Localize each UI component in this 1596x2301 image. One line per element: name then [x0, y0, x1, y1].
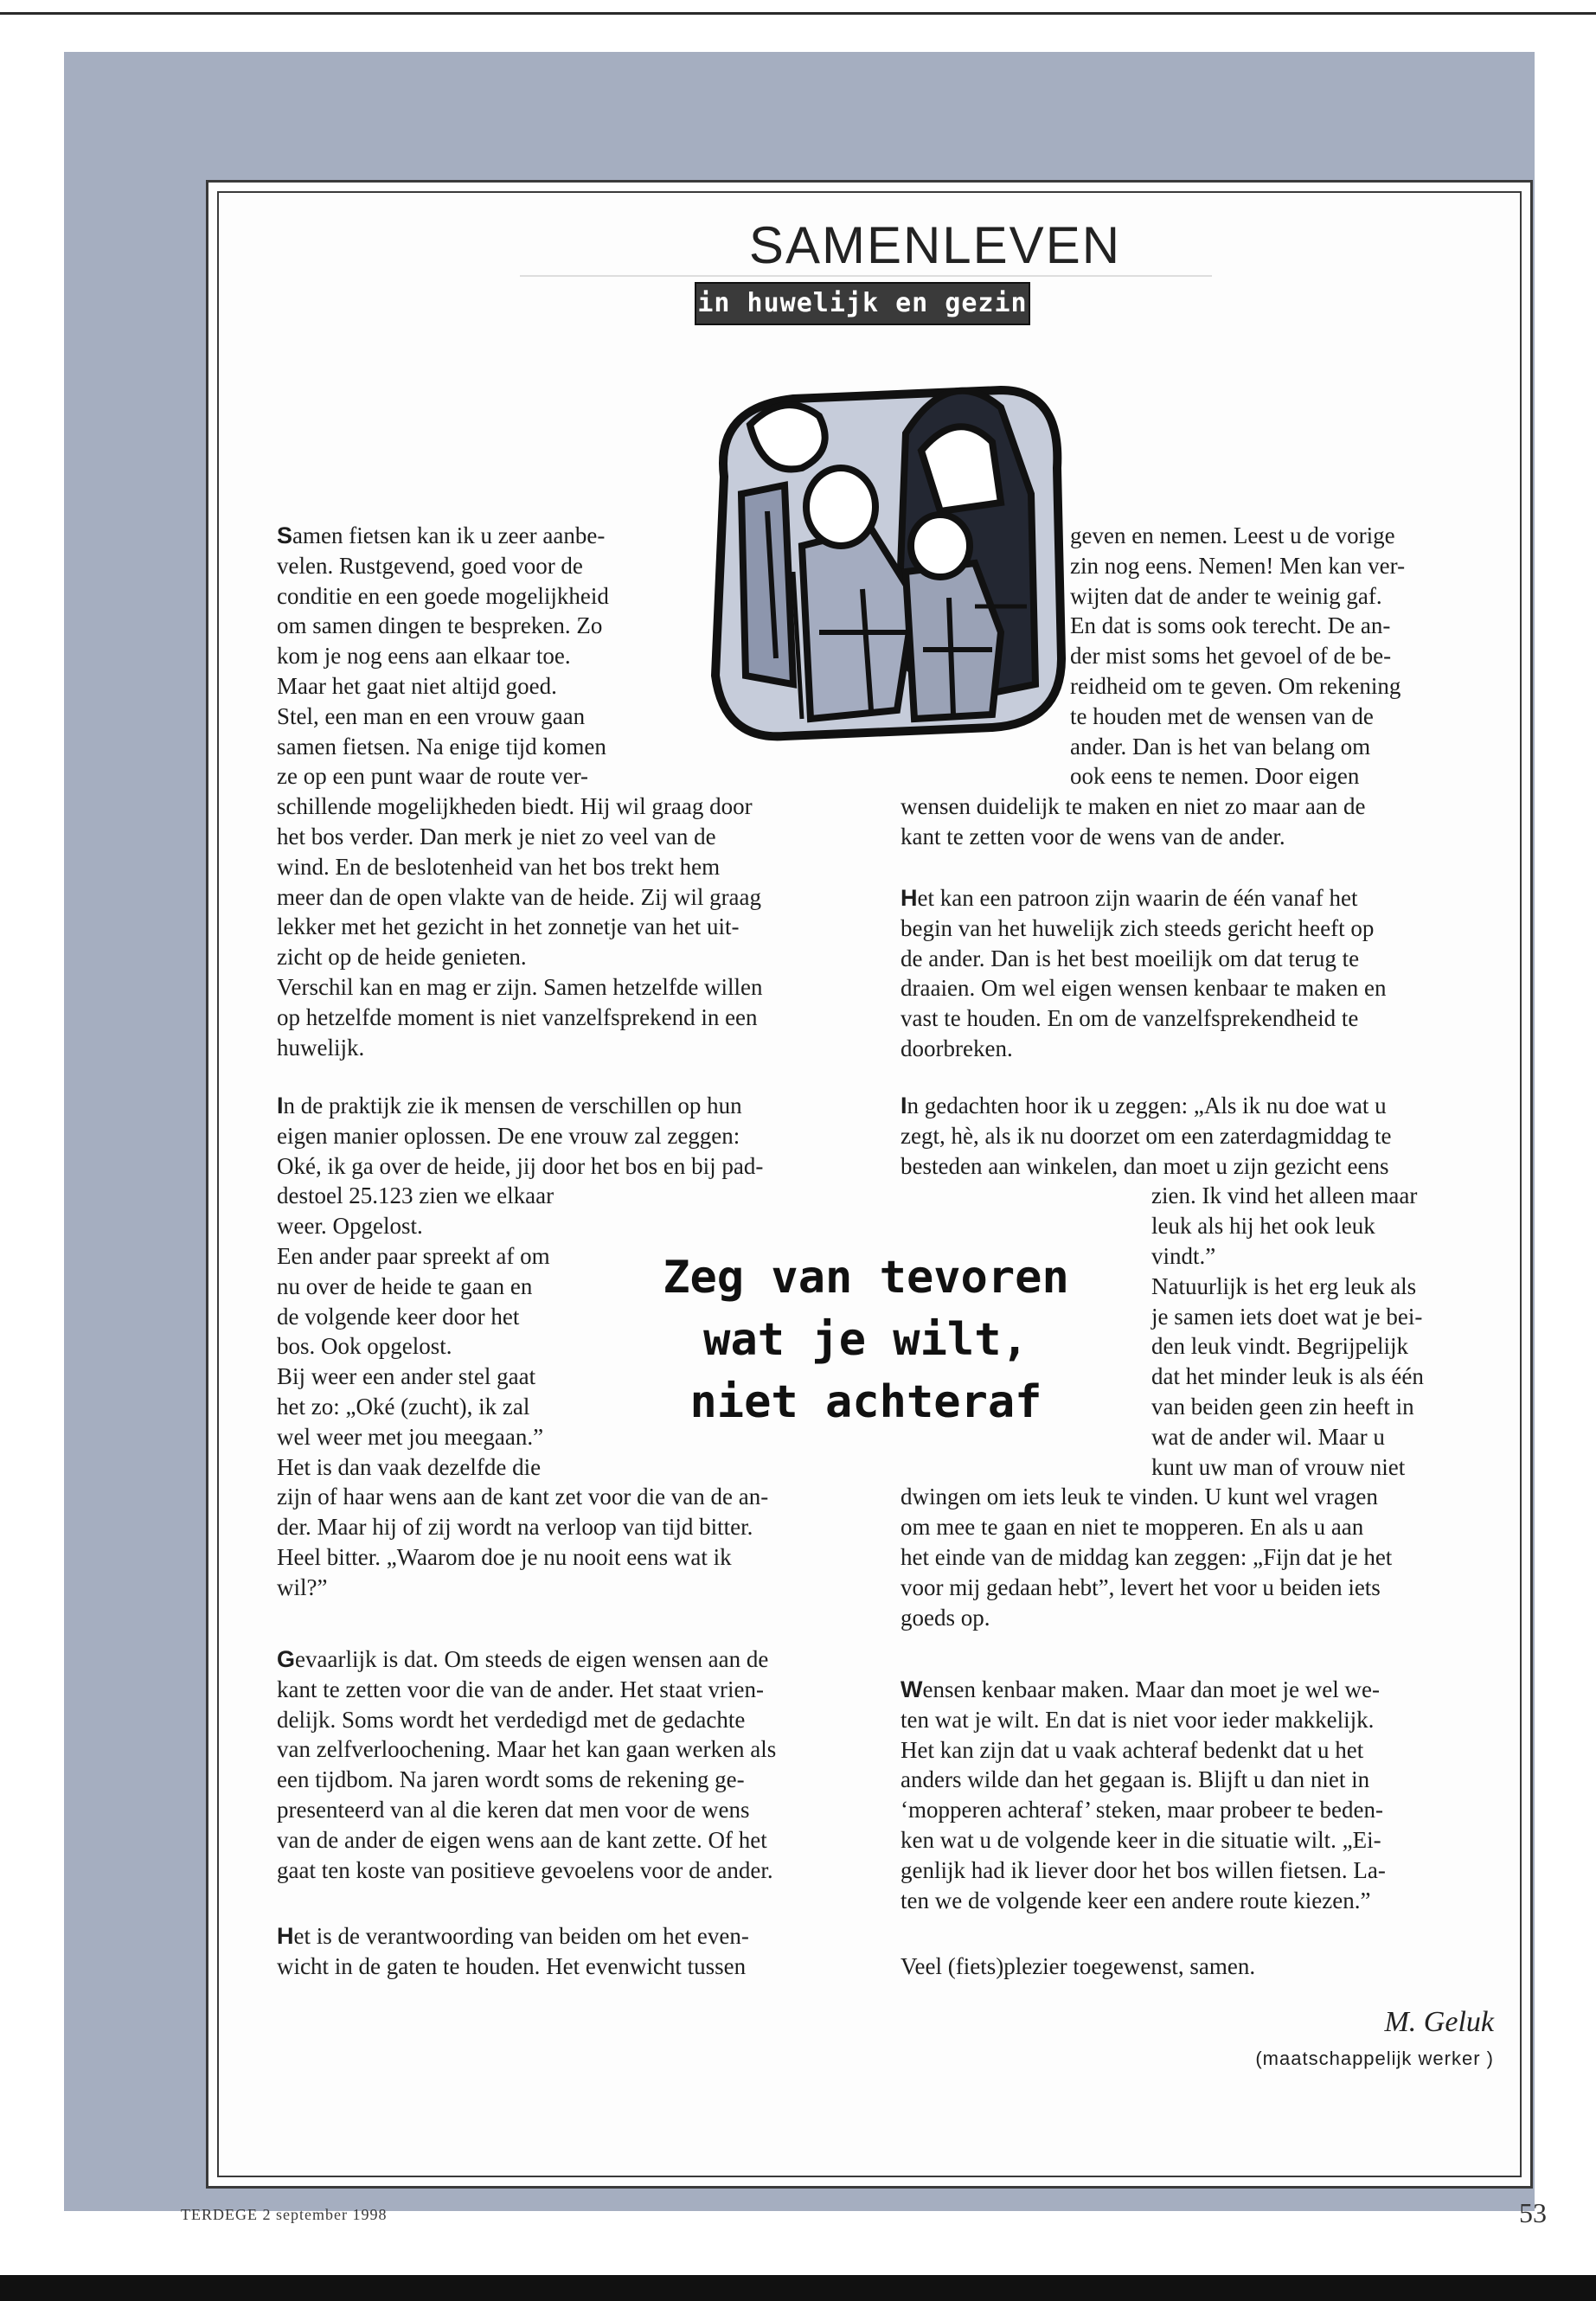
text-line: gaat ten koste van positieve gevoelens voor de ander. [277, 1856, 773, 1883]
section-subtitle: in huwelijk en gezin [695, 282, 1030, 325]
text-line: der mist soms het gevoel of de be- [1070, 643, 1392, 670]
text-line: Bij weer een ander stel gaat [277, 1363, 536, 1390]
pull-quote-line: Zeg van tevoren [663, 1252, 1069, 1304]
text-line: om mee te gaan en niet te mopperen. En als u aan [901, 1514, 1364, 1541]
text-line: van beiden geen zin heeft in [1151, 1393, 1414, 1420]
text-line: der. Maar hij of zij wordt na verloop van tijd bitter. [277, 1514, 753, 1541]
text-line: Natuurlijk is het erg leuk als [1151, 1272, 1417, 1299]
text-line: geven en nemen. Leest u de vorige [1070, 522, 1395, 548]
text-line: Het kan zijn dat u vaak achteraf bedenkt dat u het [901, 1736, 1364, 1763]
text-line: vast te houden. En om de vanzelfsprekendheid te [901, 1005, 1359, 1032]
text-line: kant te zetten voor die van de ander. Het staat vrien- [277, 1676, 765, 1702]
text-line: van de ander de eigen wens aan de kant zette. Of het [277, 1826, 767, 1853]
text-line: vindt.” [1151, 1242, 1216, 1269]
text-line: evaarlijk is dat. Om steeds de eigen wensen aan de [295, 1646, 769, 1672]
text-line: nu over de heide te gaan en [277, 1272, 533, 1299]
bottom-bar [0, 2275, 1596, 2301]
text-line: wat de ander wil. Maar u [1151, 1423, 1385, 1450]
text-line: presenteerd van al die keren dat men voor de wens [277, 1796, 750, 1823]
text-line: Maar het gaat niet altijd goed. [277, 672, 557, 699]
text-line: wensen duidelijk te maken en niet zo maar aan de [901, 793, 1366, 820]
text-line: te houden met de wensen van de [1070, 702, 1374, 729]
text-line: dat het minder leuk is als één [1151, 1363, 1424, 1390]
text-line: ‘mopperen achteraf’ steken, maar probeer te beden- [901, 1797, 1383, 1823]
dropcap: H [901, 885, 918, 911]
text-line: de ander. Dan is het best moeilijk om dat terug te [901, 945, 1360, 971]
dropcap: I [901, 1093, 907, 1118]
text-line: om samen dingen te bespreken. Zo [277, 612, 603, 639]
text-line: reidheid om te geven. Om rekening [1070, 672, 1401, 699]
text-line: genlijk had ik liever door het bos willen fietsen. La- [901, 1856, 1386, 1883]
page-frame [64, 52, 1547, 2228]
text-line: anders wilde dan het gegaan is. Blijft u dan niet in [901, 1766, 1370, 1793]
text-line: dwingen om iets leuk te vinden. U kunt wel vragen [901, 1484, 1378, 1510]
dropcap: I [277, 1093, 284, 1118]
text-line: kunt uw man of vrouw niet [1151, 1453, 1406, 1480]
text-line: samen fietsen. Na enige tijd komen [277, 733, 606, 760]
text-line: wind. En de beslotenheid van het bos trekt hem [277, 853, 721, 880]
text-line: n gedachten hoor ik u zeggen: „Als ik nu doe wat u [907, 1093, 1387, 1118]
text-line: meer dan de open vlakte van de heide. Zij wil graag [277, 883, 762, 910]
text-line: ken wat u de volgende keer in die situatie wilt. „Ei- [901, 1826, 1381, 1853]
text-line: Een ander paar spreekt af om [277, 1242, 550, 1269]
text-line: zicht op de heide genieten. [277, 944, 527, 971]
text-line: Stel, een man en een vrouw gaan [277, 702, 586, 729]
text-line: het bos verder. Dan merk je niet zo veel van de [277, 823, 716, 849]
text-line: het zo: „Oké (zucht), ik zal [277, 1393, 530, 1420]
text-line: voor mij gedaan hebt”, levert het voor u beiden iets [901, 1574, 1381, 1600]
text-line: van zelfverloochening. Maar het kan gaan werken als [277, 1736, 777, 1763]
text-line: Verschil kan en mag er zijn. Samen hetzelfde willen [277, 973, 763, 1000]
text-line: conditie en een goede mogelijkheid [277, 582, 609, 609]
text-line: schillende mogelijkheden biedt. Hij wil graag door [277, 793, 753, 820]
text-line: zegt, hè, als ik nu doorzet om een zaterdagmiddag te [901, 1122, 1392, 1149]
text-line: et is de verantwoording van beiden om het even- [293, 1923, 749, 1949]
text-line: Het is dan vaak dezelfde die [277, 1453, 542, 1480]
text-line: weer. Opgelost. [277, 1213, 423, 1240]
text-line: wicht in de gaten te houden. Het evenwicht tussen [277, 1952, 747, 1979]
article-panel [206, 180, 1533, 2189]
author-role: (maatschappelijk werker ) [1255, 2048, 1494, 2069]
text-line: ook eens te nemen. Door eigen [1070, 763, 1360, 790]
text-line: het einde van de middag kan zeggen: „Fijn dat je het [901, 1543, 1393, 1570]
dropcap: H [277, 1923, 294, 1949]
text-line: kant te zetten voor de wens van de ander. [901, 823, 1285, 849]
text-line: draaien. Om wel eigen wensen kenbaar te maken en [901, 975, 1387, 1002]
text-line: Oké, ik ga over de heide, jij door het bos en bij pad- [277, 1152, 764, 1179]
title-divider [520, 275, 1212, 277]
text-line: ensen kenbaar maken. Maar dan moet je wel we- [922, 1676, 1381, 1702]
text-line: wil?” [277, 1574, 328, 1600]
text-line: wel weer met jou meegaan.” [277, 1423, 544, 1450]
pull-quote-line: wat je wilt, [703, 1314, 1029, 1366]
text-line: de volgende keer door het [277, 1303, 520, 1330]
text-line: wijten dat de ander te weinig gaf. [1070, 582, 1382, 609]
text-line: et kan een patroon zijn waarin de één vanaf het [917, 885, 1358, 911]
pull-quote-line: niet achteraf [689, 1376, 1042, 1428]
page-title: SAMENLEVEN [748, 216, 1122, 274]
text-line: zijn of haar wens aan de kant zet voor die van de an- [277, 1484, 769, 1510]
text-line: n de praktijk zie ik mensen de verschillen op hun [283, 1093, 742, 1118]
magazine-footer: TERDEGE 2 september 1998 [181, 2206, 388, 2223]
dropcap: S [277, 522, 293, 548]
text-line: eigen manier oplossen. De ene vrouw zal zeggen: [277, 1122, 740, 1149]
text-line: leuk als hij het ook leuk [1151, 1213, 1375, 1240]
left-paragraph-3 [277, 1644, 776, 1885]
right-paragraph-2 [901, 883, 1387, 1064]
text-line: zin nog eens. Nemen! Men kan ver- [1070, 552, 1406, 579]
text-line: begin van het huwelijk zich steeds gericht heeft op [901, 914, 1375, 941]
text-line: goeds op. [901, 1604, 990, 1631]
right-paragraph-5 [901, 1952, 1255, 1982]
text-line: ander. Dan is het van belang om [1070, 733, 1371, 760]
text-line: kom je nog eens aan elkaar toe. [277, 643, 571, 670]
right-paragraph-1 [901, 521, 1405, 852]
text-line: je samen iets doet wat je bei- [1151, 1303, 1423, 1330]
text-line: destoel 25.123 zien we elkaar [277, 1183, 554, 1209]
text-line: velen. Rustgevend, goed voor de [277, 552, 583, 579]
text-line: huwelijk. [277, 1034, 365, 1061]
text-line: Heel bitter. „Waarom doe je nu nooit eens wat ik [277, 1543, 732, 1570]
text-line: ze op een punt waar de route ver- [277, 763, 589, 790]
text-line: zien. Ik vind het alleen maar [1151, 1183, 1418, 1209]
text-line: doorbreken. [901, 1035, 1013, 1061]
text-line: Veel (fiets)plezier toegewenst, samen. [901, 1953, 1256, 1979]
author-name: M. Geluk [1384, 2006, 1494, 2038]
text-line: lekker met het gezicht in het zonnetje van het uit- [277, 913, 740, 940]
left-paragraph-4 [277, 1921, 749, 1982]
text-line: den leuk vindt. Begrijpelijk [1151, 1333, 1408, 1360]
top-rule [0, 12, 1596, 15]
dropcap: W [901, 1676, 923, 1702]
text-line: delijk. Soms wordt het verdedigd met de gedachte [277, 1706, 746, 1733]
text-line: ten we de volgende keer een andere route kiezen.” [901, 1887, 1371, 1913]
text-line: amen fietsen kan ik u zeer aanbe- [292, 522, 606, 548]
text-line: besteden aan winkelen, dan moet u zijn gezicht eens [901, 1152, 1389, 1179]
text-line: ten wat je wilt. En dat is niet voor ieder makkelijk. [901, 1706, 1375, 1733]
right-paragraph-3 [901, 1091, 1424, 1632]
text-line: op hetzelfde moment is niet vanzelfsprekend in een [277, 1003, 758, 1030]
right-paragraph-4 [901, 1675, 1386, 1915]
text-line: En dat is soms ook terecht. De an- [1070, 612, 1391, 639]
text-line: bos. Ook opgelost. [277, 1333, 452, 1360]
left-paragraph-1 [277, 521, 763, 1062]
text-line: een tijdbom. Na jaren wordt soms de rekening ge- [277, 1766, 745, 1793]
page-number: 53 [1519, 2197, 1547, 2228]
dropcap: G [277, 1646, 296, 1672]
